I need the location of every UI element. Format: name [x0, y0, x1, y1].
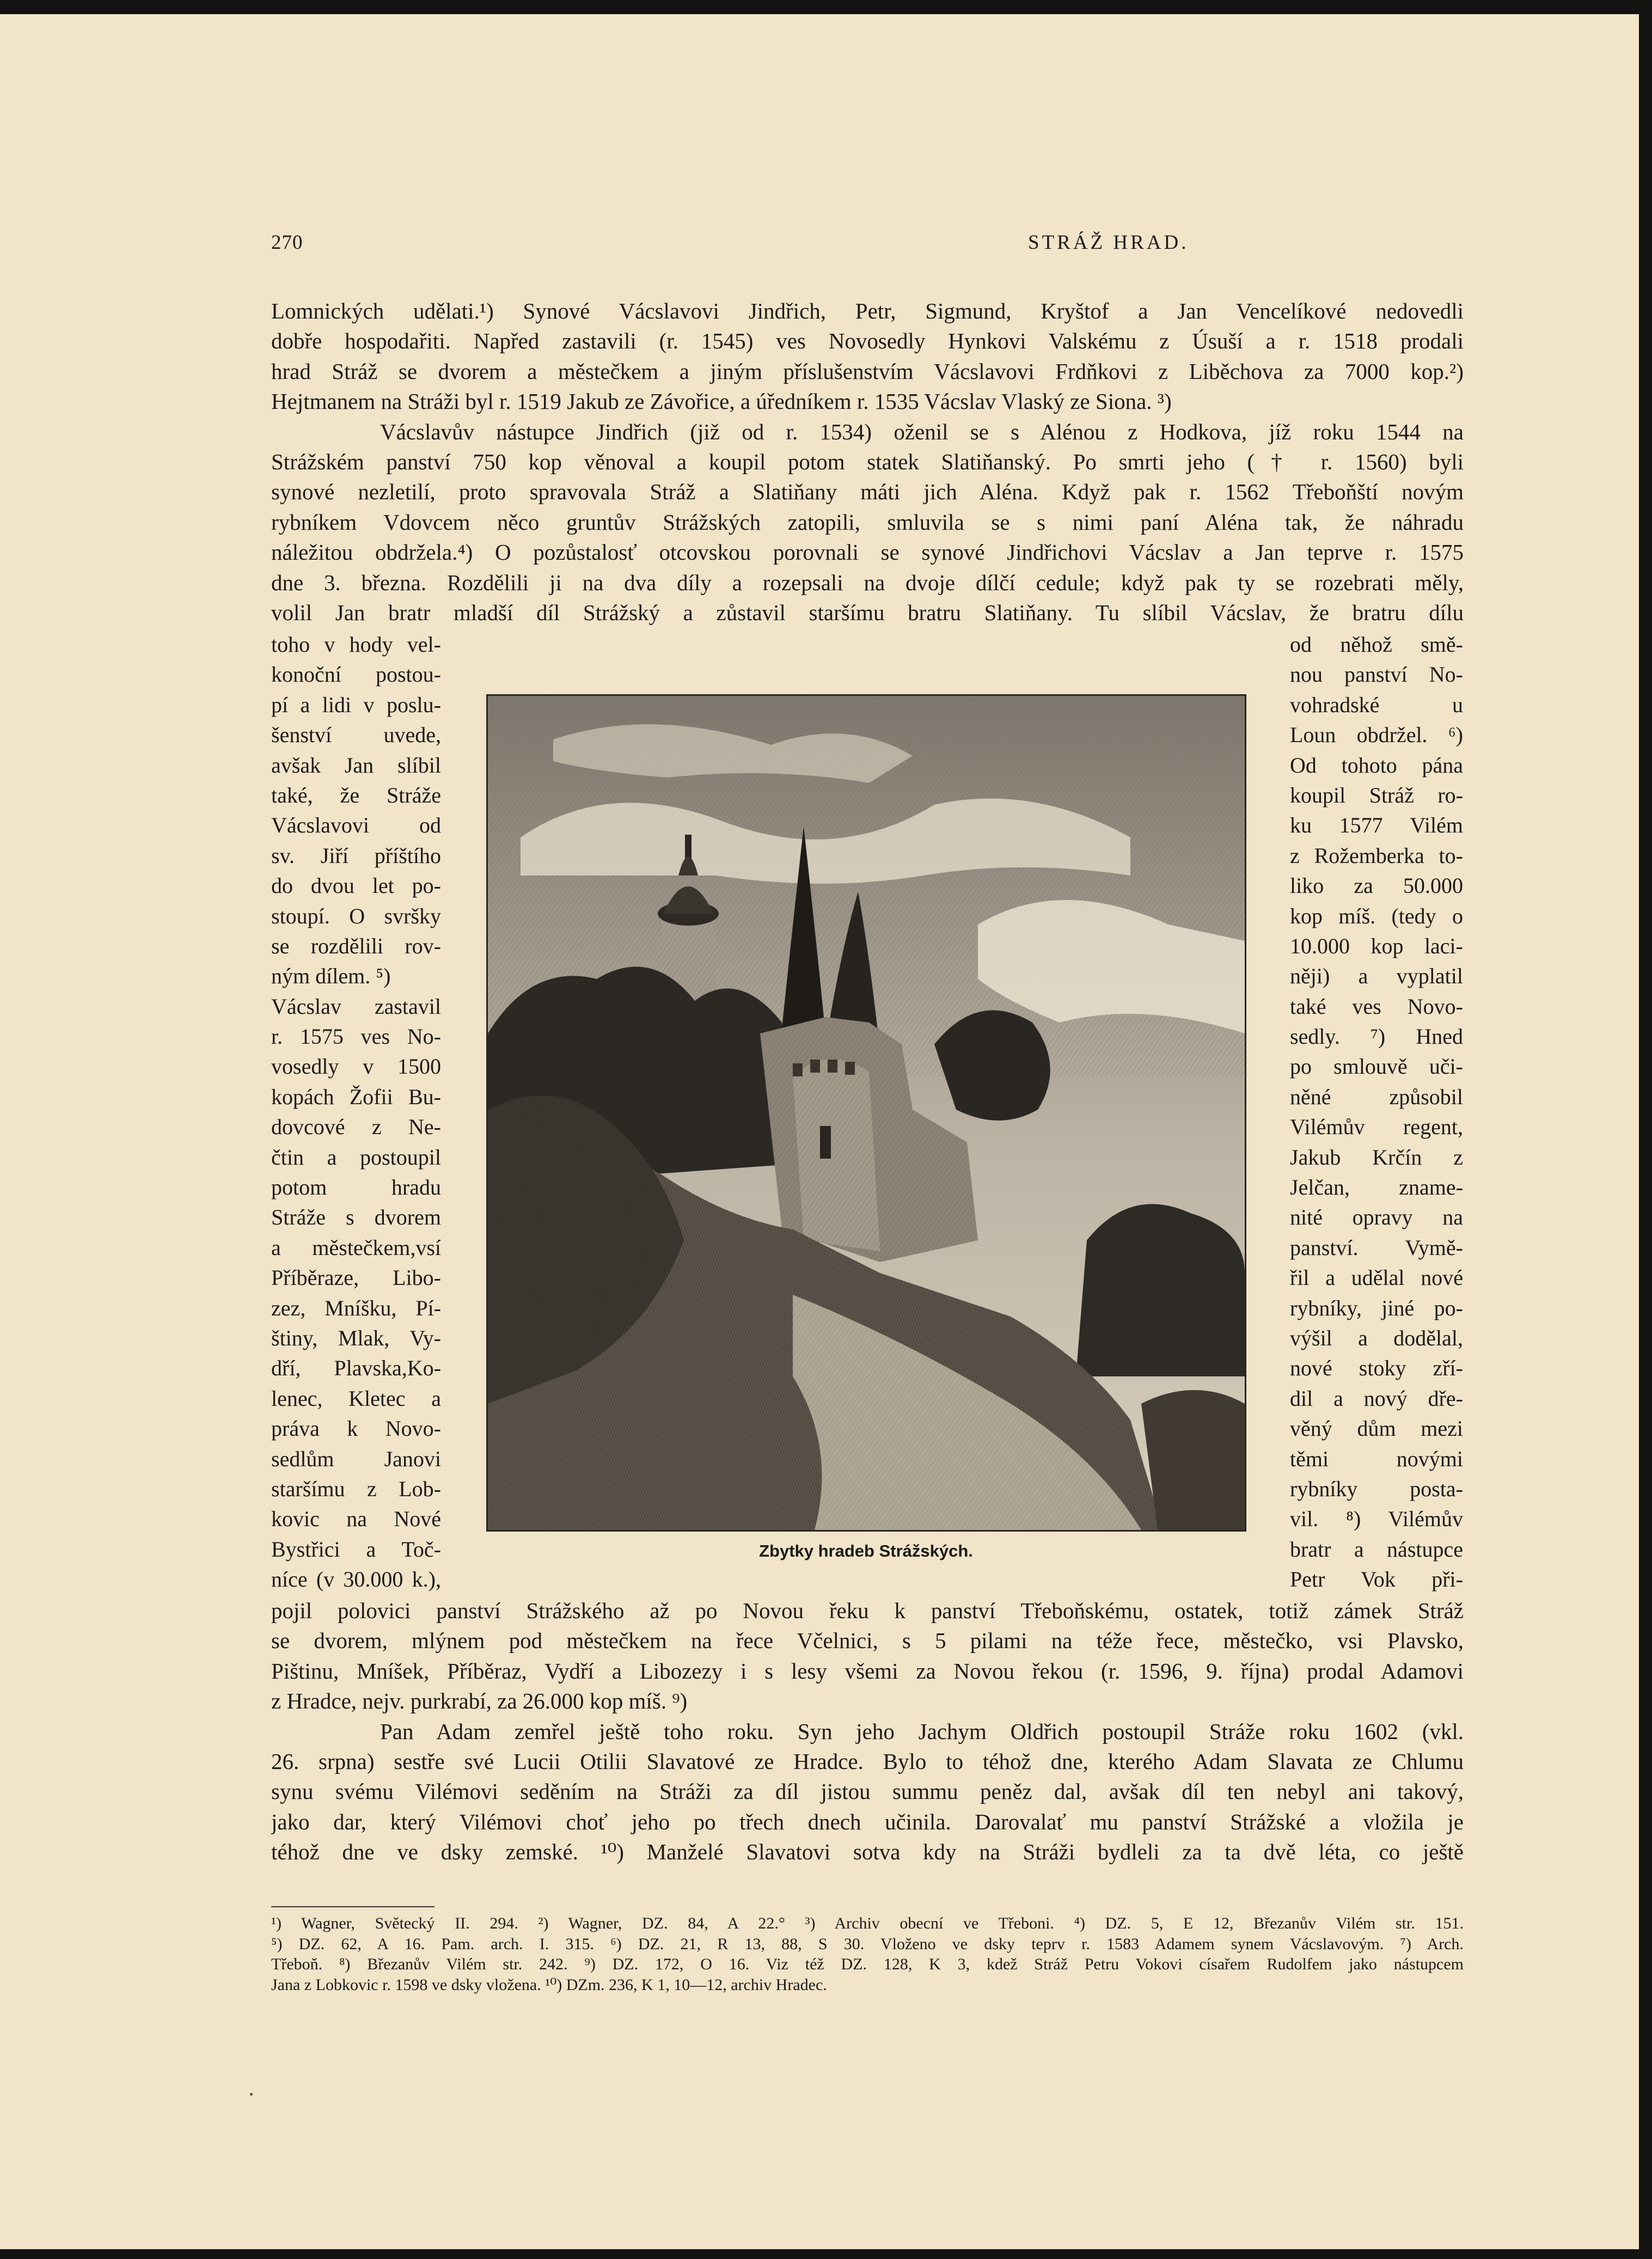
right-text-column: [1290, 629, 1463, 1595]
column-line: Vácslav zastavil: [271, 994, 441, 1019]
column-line: níce (v 30.000 k.),: [271, 1567, 441, 1592]
column-line: Vácslavovi od: [271, 813, 441, 838]
column-line: lenec, Kletec a: [271, 1386, 441, 1411]
column-line: toho v hody vel-: [271, 632, 441, 657]
column-line: potom hradu: [271, 1175, 441, 1200]
text-line: Vácslavův nástupce Jindřich (již od r. 1534) oženil se s Alénou z Hodkova, jíž roku 1544 na: [380, 419, 1464, 444]
column-line: šenství uvede,: [271, 723, 441, 748]
column-line: z Rožemberka to-: [1290, 843, 1463, 868]
text-line: téhož dne ve dsky zemské. ¹⁰) Manželé Slavatovi sotva kdy na Stráži bydleli za ta dvě léta, co ještě: [271, 1839, 1464, 1865]
text-line: synu svému Vilémovi seděním na Stráži za díl jistou summu peněz dal, avšak díl ten nebyl ani takový,: [271, 1779, 1464, 1804]
footnote-line: ¹) Wagner, Světecký II. 294. ²) Wagner, DZ. 84, A 22.° ³) Archiv obecní ve Třeboni. ⁴) DZ. 5, E 12, Březanův Vilém str. 151.: [271, 1914, 1464, 1932]
column-line: konoční postou-: [271, 662, 441, 687]
text-line: dne 3. března. Rozdělili ji na dva díly a rozepsali na dvoje dílčí cedule; když pak ty se rozebrati měly,: [271, 570, 1464, 595]
column-line: 10.000 kop laci-: [1290, 933, 1463, 958]
column-line: nové stoky zří-: [1290, 1356, 1463, 1381]
column-line: stoupí. O svršky: [271, 903, 441, 928]
column-line: zez, Mníšku, Pí-: [271, 1295, 441, 1320]
footnote-divider: [271, 1906, 435, 1907]
text-line: pojil polovici panství Strážského až po Novou řeku k panství Třeboňskému, ostatek, totiž zámek Stráž: [271, 1598, 1464, 1623]
text-line: jako dar, který Vilémovi choť jeho po třech dnech učinila. Darovalať mu panství Strážské a vložila je: [271, 1809, 1464, 1834]
book-page: [0, 14, 1639, 2249]
bottom-paragraphs: [271, 1596, 1464, 1868]
column-line: koupil Stráž ro-: [1290, 782, 1463, 807]
column-line: Loun obdržel. ⁶): [1290, 723, 1463, 748]
column-line: vil. ⁸) Vilémův: [1290, 1507, 1463, 1532]
column-line: vohradské u: [1290, 692, 1463, 717]
column-line: výšil a dodělal,: [1290, 1325, 1463, 1350]
footnote-line: Třeboň. ⁸) Březanův Vilém str. 242. ⁹) DZ. 172, O 16. Viz též DZ. 128, K 3, kdež Stráž Petru Vokovi císařem Rudolfem jako nástupcem: [271, 1955, 1464, 1973]
column-line: dří, Plavska,Ko-: [271, 1356, 441, 1381]
column-line: Petr Vok při-: [1290, 1567, 1463, 1592]
text-line: dobře hospodařiti. Napřed zastavili (r. 1545) ves Novosedly Hynkovi Valskému z Úsuší a r. 1518 prodali: [271, 328, 1464, 354]
column-line: těmi novými: [1290, 1446, 1463, 1471]
footnotes: [271, 1913, 1464, 1995]
column-line: štiny, Mlak, Vy-: [271, 1325, 441, 1350]
column-line: Bystřici a Toč-: [271, 1536, 441, 1562]
column-line: vosedly v 1500: [271, 1054, 441, 1079]
top-paragraphs: [271, 296, 1464, 628]
column-line: nou panství No-: [1290, 662, 1463, 687]
column-line: něji) a vyplatil: [1290, 964, 1463, 989]
text-line: Pištinu, Mníšek, Příběraz, Vydří a Libozezy i s lesy všemi za Novou řekou (r. 1596, 9. října) prodal Adamovi: [271, 1658, 1464, 1683]
column-line: Vilémův regent,: [1290, 1115, 1463, 1140]
text-line: Lomnických udělati.¹) Synové Vácslavovi Jindřich, Petr, Sigmund, Kryštof a Jan Vencelíkové nedovedli: [271, 298, 1464, 323]
column-line: sedly. ⁷) Hned: [1290, 1024, 1463, 1049]
column-line: čtin a postoupil: [271, 1144, 441, 1170]
column-line: také ves Novo-: [1290, 994, 1463, 1019]
column-line: něné způsobil: [1290, 1084, 1463, 1109]
paper-speck: [250, 2093, 253, 2096]
column-line: do dvou let po-: [271, 873, 441, 898]
column-line: věný dům mezi: [1290, 1416, 1463, 1441]
column-line: staršímu z Lob-: [271, 1476, 441, 1501]
column-line: bratr a nástupce: [1290, 1536, 1463, 1562]
page-number: 270: [271, 231, 303, 254]
text-line: rybníkem Vdovcem něco gruntův Strážských zatopili, smluvila se s nimi paní Aléna tak, že náhradu: [271, 509, 1464, 535]
text-line: Pan Adam zemřel ještě toho roku. Syn jeho Jachym Oldřich postoupil Stráže roku 1602 (vkl.: [380, 1718, 1464, 1744]
column-line: řil a udělal nové: [1290, 1265, 1463, 1290]
column-line: Stráže s dvorem: [271, 1205, 441, 1230]
text-line: 26. srpna) sestře své Lucii Otilii Slavatové ze Hradce. Bylo to téhož dne, kterého Adam Slavata ze Chlumu: [271, 1748, 1464, 1774]
column-line: dovcové z Ne-: [271, 1115, 441, 1140]
column-line: kopách Žofii Bu-: [271, 1084, 441, 1109]
column-line: Jelčan, zname-: [1290, 1175, 1463, 1200]
column-line: avšak Jan slíbil: [271, 752, 441, 778]
column-line: po smlouvě uči-: [1290, 1054, 1463, 1079]
text-line: Hejtmanem na Stráži byl r. 1519 Jakub ze Závořice, a úředníkem r. 1535 Vácslav Vlaský ze Siona. ³): [271, 389, 1172, 414]
column-line: práva k Novo-: [271, 1416, 441, 1441]
footnote-line: Jana z Lobkovic r. 1598 ve dsky vložena. ¹⁰) DZm. 236, K 1, 10—12, archiv Hradec.: [271, 1975, 827, 1994]
text-line: synové nezletilí, proto spravovala Stráž a Slatiňany máti jich Aléna. Když pak r. 1562 Třeboňští novým: [271, 479, 1464, 505]
column-line: se rozdělili rov-: [271, 933, 441, 958]
column-line: rybníky, jiné po-: [1290, 1295, 1463, 1320]
column-line: sv. Jiří příštího: [271, 843, 441, 868]
text-line: Strážském panství 750 kop věnoval a koupil potom statek Slatiňanský. Po smrti jeho († r. 1560) byli: [271, 449, 1464, 474]
text-line: náležitou obdržela.⁴) O pozůstalosť otcovskou porovnali se synové Jindřichovi Vácslav a Jan teprve r. 1575: [271, 540, 1464, 565]
column-line: pí a lidi v poslu-: [271, 692, 441, 717]
column-line: Od tohoto pána: [1290, 752, 1463, 778]
column-line: r. 1575 ves No-: [271, 1024, 441, 1049]
column-line: a městečkem,vsí: [271, 1235, 441, 1260]
running-title: STRÁŽ HRAD.: [1028, 231, 1189, 254]
column-line: dil a nový dře-: [1290, 1386, 1463, 1411]
column-line: Jakub Krčín z: [1290, 1144, 1463, 1170]
castle-engraving-image: [486, 694, 1246, 1532]
column-line: od něhož smě-: [1290, 632, 1463, 657]
column-line: nité opravy na: [1290, 1205, 1463, 1230]
column-line: kop míš. (tedy o: [1290, 903, 1463, 928]
column-line: ným dílem. ⁵): [271, 964, 391, 989]
text-line: hrad Stráž se dvorem a městečkem a jiným příslušenstvím Vácslavovi Frdňkovi z Liběchova za 7000 kop.²): [271, 358, 1464, 384]
left-text-column: [271, 629, 441, 1595]
footnote-line: ⁵) DZ. 62, A 16. Pam. arch. I. 315. ⁶) DZ. 21, R 13, 88, S 30. Vloženo ve dsky teprv r. 1583 Adamem synem Vácslavovým. ⁷) Arch.: [271, 1934, 1464, 1953]
text-line: volil Jan bratr mladší díl Strážský a zůstavil staršímu bratru Slatiňany. Tu slíbil Vácslav, že bratru dílu: [271, 599, 1464, 625]
column-line: kovic na Nové: [271, 1507, 441, 1532]
text-line: z Hradce, nejv. purkrabí, za 26.000 kop míš. ⁹): [271, 1688, 688, 1714]
column-line: rybníky posta-: [1290, 1476, 1463, 1501]
text-line: se dvorem, mlýnem pod městečkem na řece Včelnici, s 5 pilami na téže řece, městečko, vsi Plavsko,: [271, 1628, 1464, 1654]
figure-caption: Zbytky hradeb Strážských.: [759, 1541, 973, 1560]
column-line: Příběraze, Libo-: [271, 1265, 441, 1290]
column-line: sedlům Janovi: [271, 1446, 441, 1471]
page-header: [271, 231, 1469, 264]
column-line: panství. Vymě-: [1290, 1235, 1463, 1260]
castle-illustration-figure: [486, 694, 1246, 1561]
column-line: ku 1577 Vilém: [1290, 813, 1463, 838]
column-line: liko za 50.000: [1290, 873, 1463, 898]
column-line: také, že Stráže: [271, 782, 441, 807]
